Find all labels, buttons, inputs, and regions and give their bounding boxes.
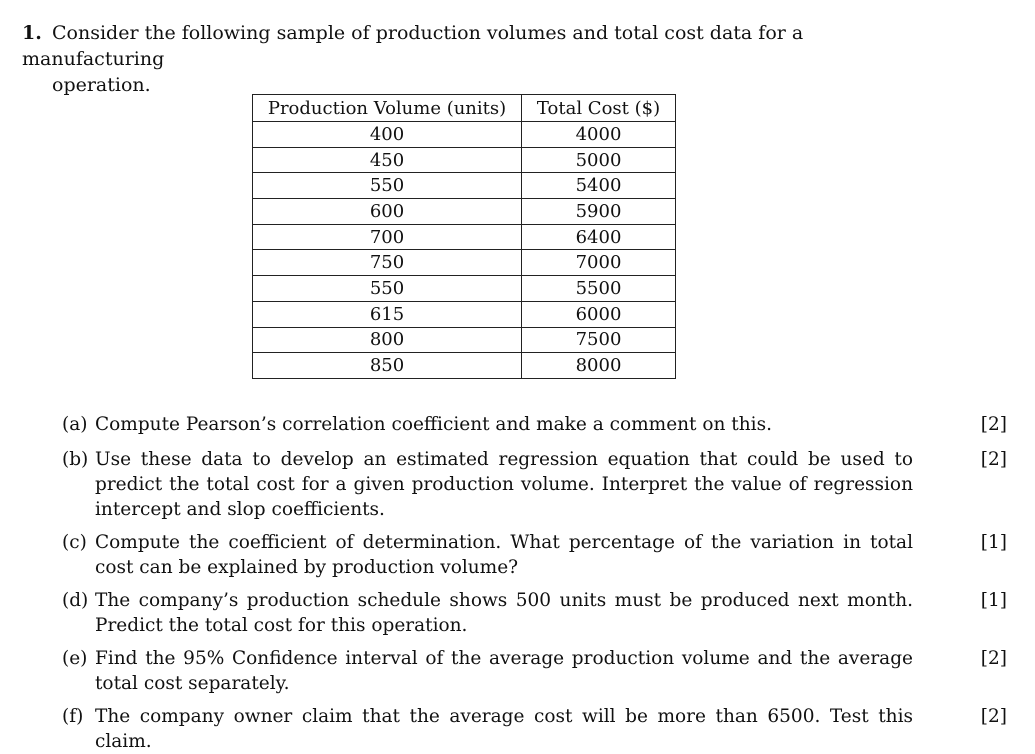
cost-cell: 5400 xyxy=(522,173,676,199)
volume-cell: 700 xyxy=(253,224,522,250)
cost-cell: 6400 xyxy=(522,224,676,250)
table-row xyxy=(253,276,676,302)
part-text: The company owner claim that the average cost will be more than 6500. Test this claim. xyxy=(95,706,913,752)
cost-cell: 5900 xyxy=(522,199,676,225)
volume-cell: 600 xyxy=(253,199,522,225)
table-row xyxy=(253,199,676,225)
question-text-line1: Consider the following sample of production volumes and total cost data for a manufacturing xyxy=(22,22,804,70)
table-row xyxy=(253,173,676,199)
volume-cell: 750 xyxy=(253,250,522,276)
volume-cell: 450 xyxy=(253,147,522,173)
table-row xyxy=(253,250,676,276)
part-marks: [2] xyxy=(980,449,1007,470)
part-text: Find the 95% Confidence interval of the average production volume and the average total cost separately. xyxy=(95,648,913,694)
part-text: Compute the coefficient of determination. What percentage of the variation in total cost can be explained by production volume? xyxy=(95,532,913,578)
question-number: 1. xyxy=(22,22,42,44)
part-text: Use these data to develop an estimated regression equation that could be used to predict the total cost for a given production volume. Interpret the value of regression intercept and slop coefficients. xyxy=(95,449,913,520)
table-row xyxy=(253,122,676,148)
part-marks: [1] xyxy=(980,532,1007,553)
part-marks: [1] xyxy=(980,590,1007,611)
part-label: (b) xyxy=(62,449,89,470)
part-label: (e) xyxy=(62,648,88,669)
cost-cell: 5500 xyxy=(522,276,676,302)
part-label: (d) xyxy=(62,590,89,611)
part-marks: [2] xyxy=(980,414,1007,435)
cost-cell: 6000 xyxy=(522,301,676,327)
table-row xyxy=(253,147,676,173)
question-header xyxy=(22,20,922,98)
part-text: Compute Pearson’s correlation coefficient and make a comment on this. xyxy=(95,414,772,435)
cost-cell: 7000 xyxy=(522,250,676,276)
table-row xyxy=(253,327,676,353)
cost-cell: 7500 xyxy=(522,327,676,353)
column-header-production-volume: Production Volume (units) xyxy=(253,95,522,122)
part-label: (f) xyxy=(62,706,84,727)
cost-cell: 8000 xyxy=(522,353,676,379)
table-row xyxy=(253,224,676,250)
table-row xyxy=(253,353,676,379)
part-marks: [2] xyxy=(980,706,1007,727)
question-text-line2: operation. xyxy=(52,74,151,96)
part-text: The company’s production schedule shows 500 units must be produced next month. Predict the total cost for this operation. xyxy=(95,590,913,636)
cost-cell: 5000 xyxy=(522,147,676,173)
volume-cell: 550 xyxy=(253,173,522,199)
column-header-total-cost: Total Cost ($) xyxy=(522,95,676,122)
volume-cell: 400 xyxy=(253,122,522,148)
part-label: (c) xyxy=(62,532,87,553)
part-marks: [2] xyxy=(980,648,1007,669)
volume-cell: 850 xyxy=(253,353,522,379)
cost-cell: 4000 xyxy=(522,122,676,148)
volume-cell: 550 xyxy=(253,276,522,302)
volume-cell: 800 xyxy=(253,327,522,353)
data-table xyxy=(252,94,676,379)
volume-cell: 615 xyxy=(253,301,522,327)
table-header-row xyxy=(253,95,676,122)
part-label: (a) xyxy=(62,414,88,435)
table-row xyxy=(253,301,676,327)
